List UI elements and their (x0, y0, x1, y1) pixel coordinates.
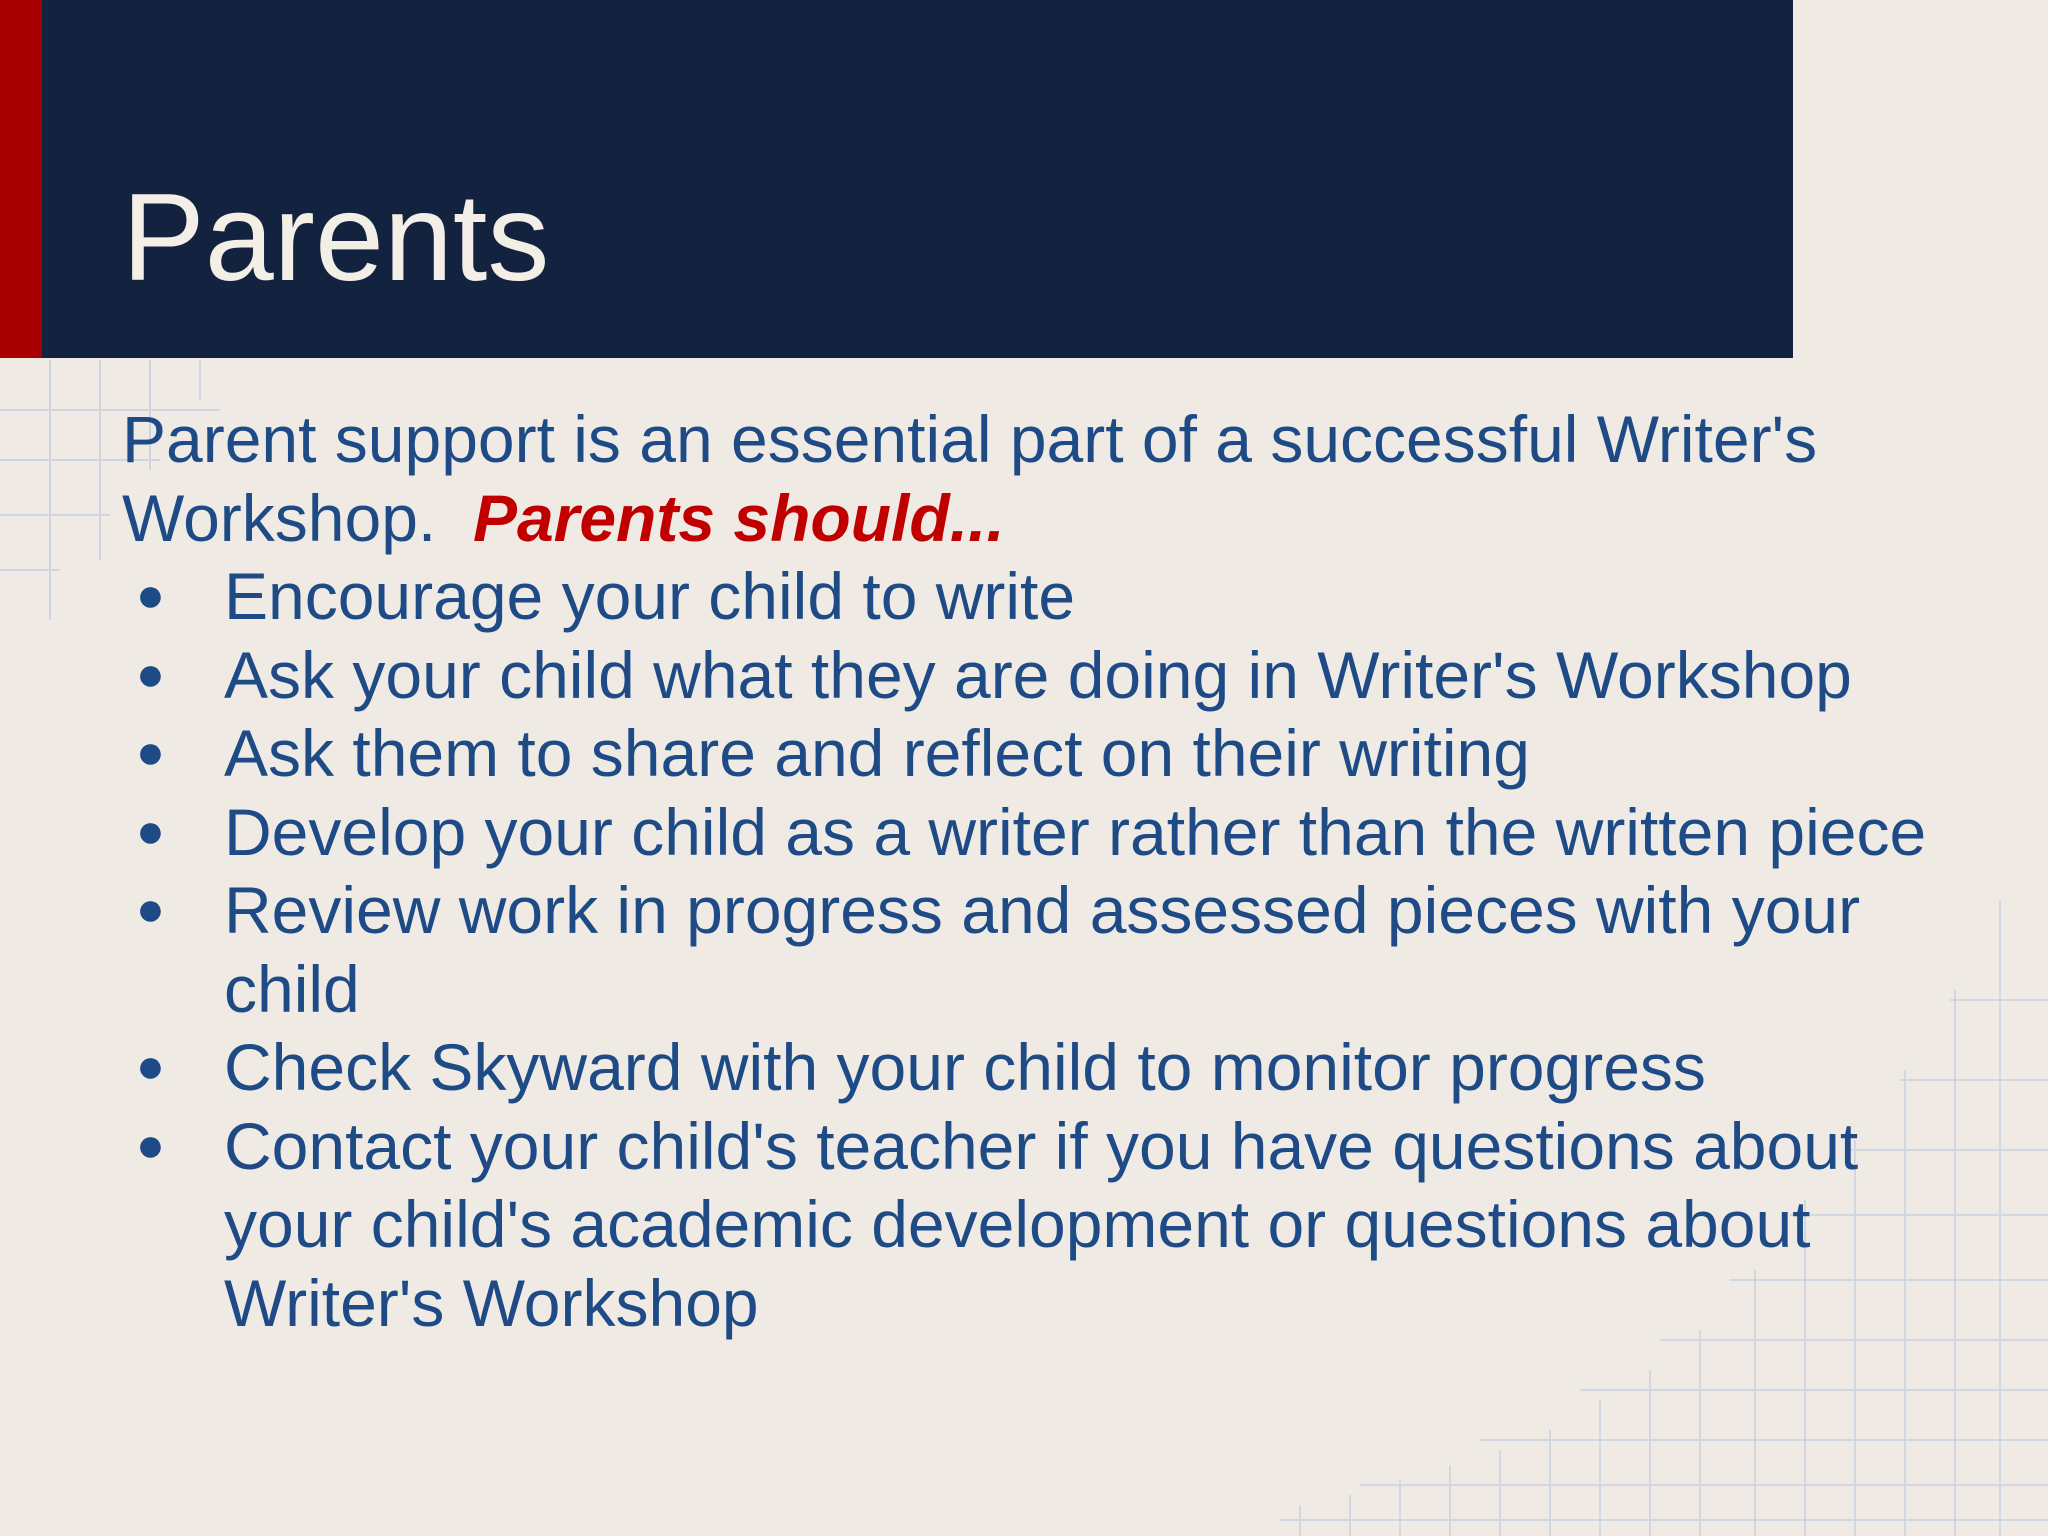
list-item (122, 636, 1942, 715)
bullet-icon: ● (136, 1118, 165, 1172)
list-item-text: Check Skyward with your child to monitor progress (224, 1030, 1706, 1104)
bullet-icon: ● (136, 804, 165, 858)
slide-body (122, 400, 1942, 1342)
list-item-text: Ask your child what they are doing in Writer's Workshop (224, 637, 1852, 712)
bullet-icon: ● (136, 647, 165, 701)
list-item (122, 1107, 1942, 1343)
list-item-text: Ask them to share and reflect on their writing (224, 716, 1530, 790)
red-accent-strip (0, 0, 42, 358)
list-item-text: Contact your child's teacher if you have questions about your child's academic development or questions about Writer's Workshop (224, 1108, 1859, 1340)
list-item-text: Encourage your child to write (224, 559, 1076, 633)
intro-paragraph (122, 400, 1942, 557)
bullet-icon: ● (136, 726, 165, 779)
list-item (122, 557, 1942, 636)
list-item (122, 793, 1942, 872)
bullet-list (122, 557, 1942, 1342)
emphasis-text: Parents should... (472, 480, 1005, 555)
list-item-text: Review work in progress and assessed pieces with your child (224, 873, 1861, 1026)
slide-title: Parents (122, 169, 550, 307)
bullet-icon: ● (136, 883, 165, 936)
bullet-icon: ● (136, 569, 165, 622)
list-item (122, 1028, 1942, 1107)
list-item (122, 871, 1942, 1028)
list-item (122, 714, 1942, 793)
list-item-text: Develop your child as a writer rather than the written piece (224, 794, 1927, 869)
intro-text: Parent support is an essential part of a successful Writer's Workshop. (122, 402, 1818, 555)
bullet-icon: ● (136, 1040, 165, 1093)
